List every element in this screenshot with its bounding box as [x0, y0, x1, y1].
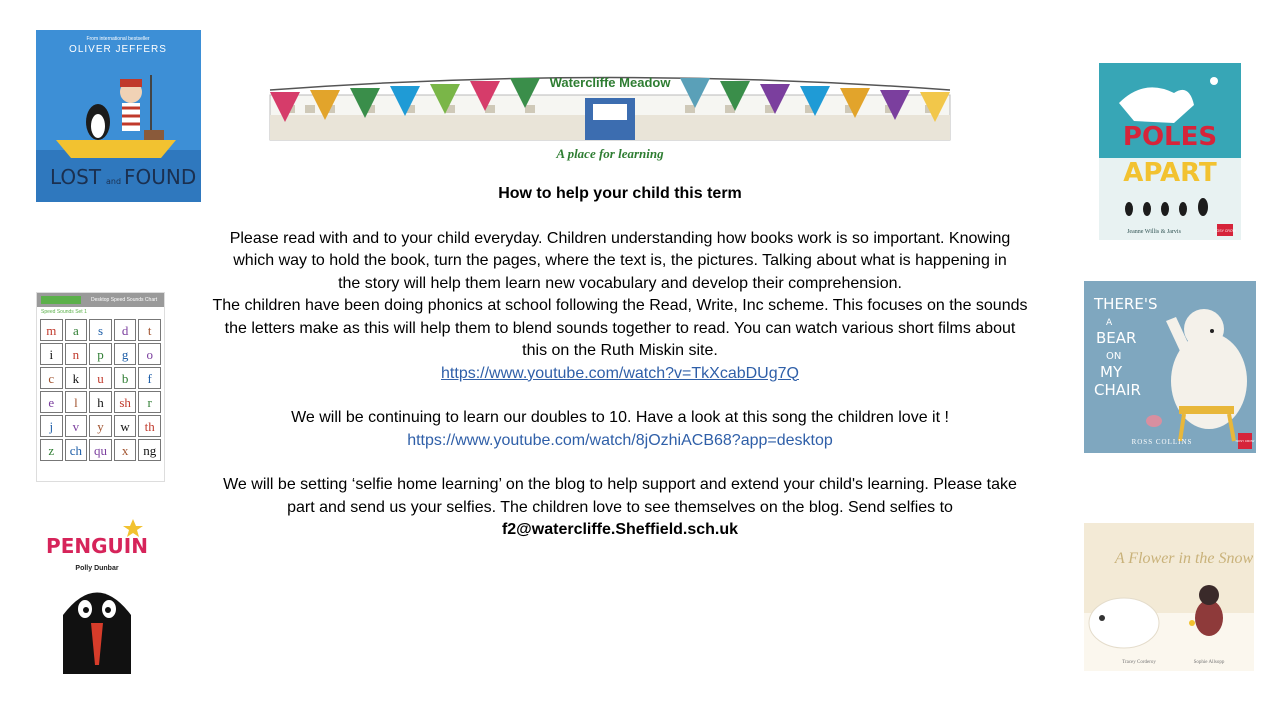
- bear-title-f: CHAIR: [1094, 381, 1141, 399]
- lost-found-author: OLIVER JEFFERS: [69, 44, 167, 55]
- flower-author-b: Sophie Allsopp: [1193, 660, 1225, 665]
- sound-cell: h: [89, 391, 112, 413]
- sound-cell: ng: [138, 439, 161, 461]
- bear-title-e: MY: [1100, 363, 1123, 381]
- poles-apart-author: Jeanne Willis & Jarvis: [1127, 229, 1181, 235]
- sound-cell: x: [114, 439, 137, 461]
- para-selfie-1: We will be setting ‘selfie home learning’ on the blog to help support and extend your child's learning. Please take: [223, 476, 1017, 493]
- sound-cell: qu: [89, 439, 112, 461]
- sound-cell: j: [40, 415, 63, 437]
- phonics-video-link[interactable]: https://www.youtube.com/watch?v=TkXcabDUg7Q: [441, 364, 799, 382]
- poles-apart-publisher: NOSY CROW: [1214, 229, 1236, 233]
- selfie-email[interactable]: f2@watercliffe.Sheffield.sch.uk: [501, 521, 739, 538]
- lost-found-tagline: From international bestseller: [86, 36, 150, 42]
- sound-cell: b: [114, 367, 137, 389]
- sound-cell: c: [40, 367, 63, 389]
- sound-cell: k: [65, 367, 88, 389]
- book-cover-flower-in-the-snow: [1084, 523, 1254, 671]
- para-phonics-1: The children have been doing phonics at school following the Read, Write, Inc scheme. This focuses on the sounds: [212, 297, 1028, 314]
- sound-cell: sh: [114, 391, 137, 413]
- sound-cell: u: [89, 367, 112, 389]
- sound-cell: ch: [65, 439, 88, 461]
- book-cover-bear-on-my-chair: [1084, 281, 1256, 453]
- letter-body: [185, 183, 1055, 542]
- sound-cell: e: [40, 391, 63, 413]
- penguin-title: PENGUIN: [46, 534, 148, 558]
- book-cover-poles-apart: [1099, 63, 1241, 240]
- lost-found-title-and: and: [106, 177, 122, 186]
- sound-cell: t: [138, 319, 161, 341]
- book-cover-penguin: [33, 515, 162, 674]
- bear-title-a: THERE'S: [1094, 295, 1158, 313]
- sound-cell: p: [89, 343, 112, 365]
- sound-cell: r: [138, 391, 161, 413]
- sound-cell: m: [40, 319, 63, 341]
- book-cover-lost-and-found: [36, 30, 201, 202]
- para-phonics-2: the letters make as this will help them to blend sounds together to read. You can watch various short films about: [224, 319, 1016, 337]
- para-doubles: We will be continuing to learn our doubles to 10. Have a look at this song the children love it !: [291, 409, 949, 426]
- sounds-grid: [37, 317, 164, 463]
- lost-found-title-b: FOUND: [124, 165, 197, 189]
- poles-apart-title-b: APART: [1123, 158, 1217, 188]
- school-tagline: A place for learning: [556, 146, 664, 161]
- speed-sounds-chart: [36, 292, 165, 482]
- rwi-logo: [41, 296, 81, 304]
- sound-cell: th: [138, 415, 161, 437]
- sound-cell: f: [138, 367, 161, 389]
- sound-cell: o: [138, 343, 161, 365]
- bear-title-c: BEAR: [1096, 329, 1137, 347]
- sound-cell: w: [114, 415, 137, 437]
- para-selfie-2: part and send us your selfies. The children love to see themselves on the blog. Send selfies to: [287, 498, 953, 516]
- chart-title: Desktop Speed Sounds Chart: [91, 297, 158, 303]
- bear-title-d: ON: [1106, 351, 1122, 362]
- sound-cell: s: [89, 319, 112, 341]
- sound-cell: d: [114, 319, 137, 341]
- sound-cell: i: [40, 343, 63, 365]
- sound-cell: v: [65, 415, 88, 437]
- chart-subtitle: Speed Sounds Set 1: [41, 309, 87, 315]
- penguin-author: Polly Dunbar: [75, 565, 119, 572]
- para-reading-1: Please read with and to your child everyday. Children understanding how books work is so important. Knowing: [229, 229, 1011, 247]
- school-banner: [265, 60, 955, 168]
- poles-apart-title-a: POLES: [1122, 122, 1218, 152]
- sound-cell: a: [65, 319, 88, 341]
- para-phonics-3: this on the Ruth Miskin site.: [522, 342, 718, 359]
- sound-cell: y: [89, 415, 112, 437]
- school-name: Watercliffe Meadow: [549, 75, 671, 90]
- flower-author-a: Tracey Corderoy: [1122, 660, 1156, 665]
- sound-cell: z: [40, 439, 63, 461]
- sound-cell: g: [114, 343, 137, 365]
- chart-header: [37, 293, 164, 307]
- sound-cell: l: [65, 391, 88, 413]
- sound-cell: n: [65, 343, 88, 365]
- flower-title: A Flower in the Snow: [1114, 550, 1254, 567]
- para-reading-2: which way to hold the book, turn the pages, where the text is, the pictures. Talking about what is happening in: [233, 252, 1007, 269]
- bear-title-b: A: [1106, 318, 1113, 328]
- bear-author: ROSS COLLINS: [1131, 438, 1193, 446]
- bear-publisher: NOSY CROW: [1235, 439, 1255, 443]
- doubles-song-link[interactable]: https://www.youtube.com/watch/8jOzhiACB68?app=desktop: [407, 431, 833, 449]
- letter-heading: How to help your child this term: [498, 185, 742, 202]
- lost-found-title-a: LOST: [50, 165, 102, 189]
- banner-graphic: [265, 60, 955, 168]
- para-reading-3: the story will help them learn new vocabulary and develop their comprehension.: [338, 274, 902, 292]
